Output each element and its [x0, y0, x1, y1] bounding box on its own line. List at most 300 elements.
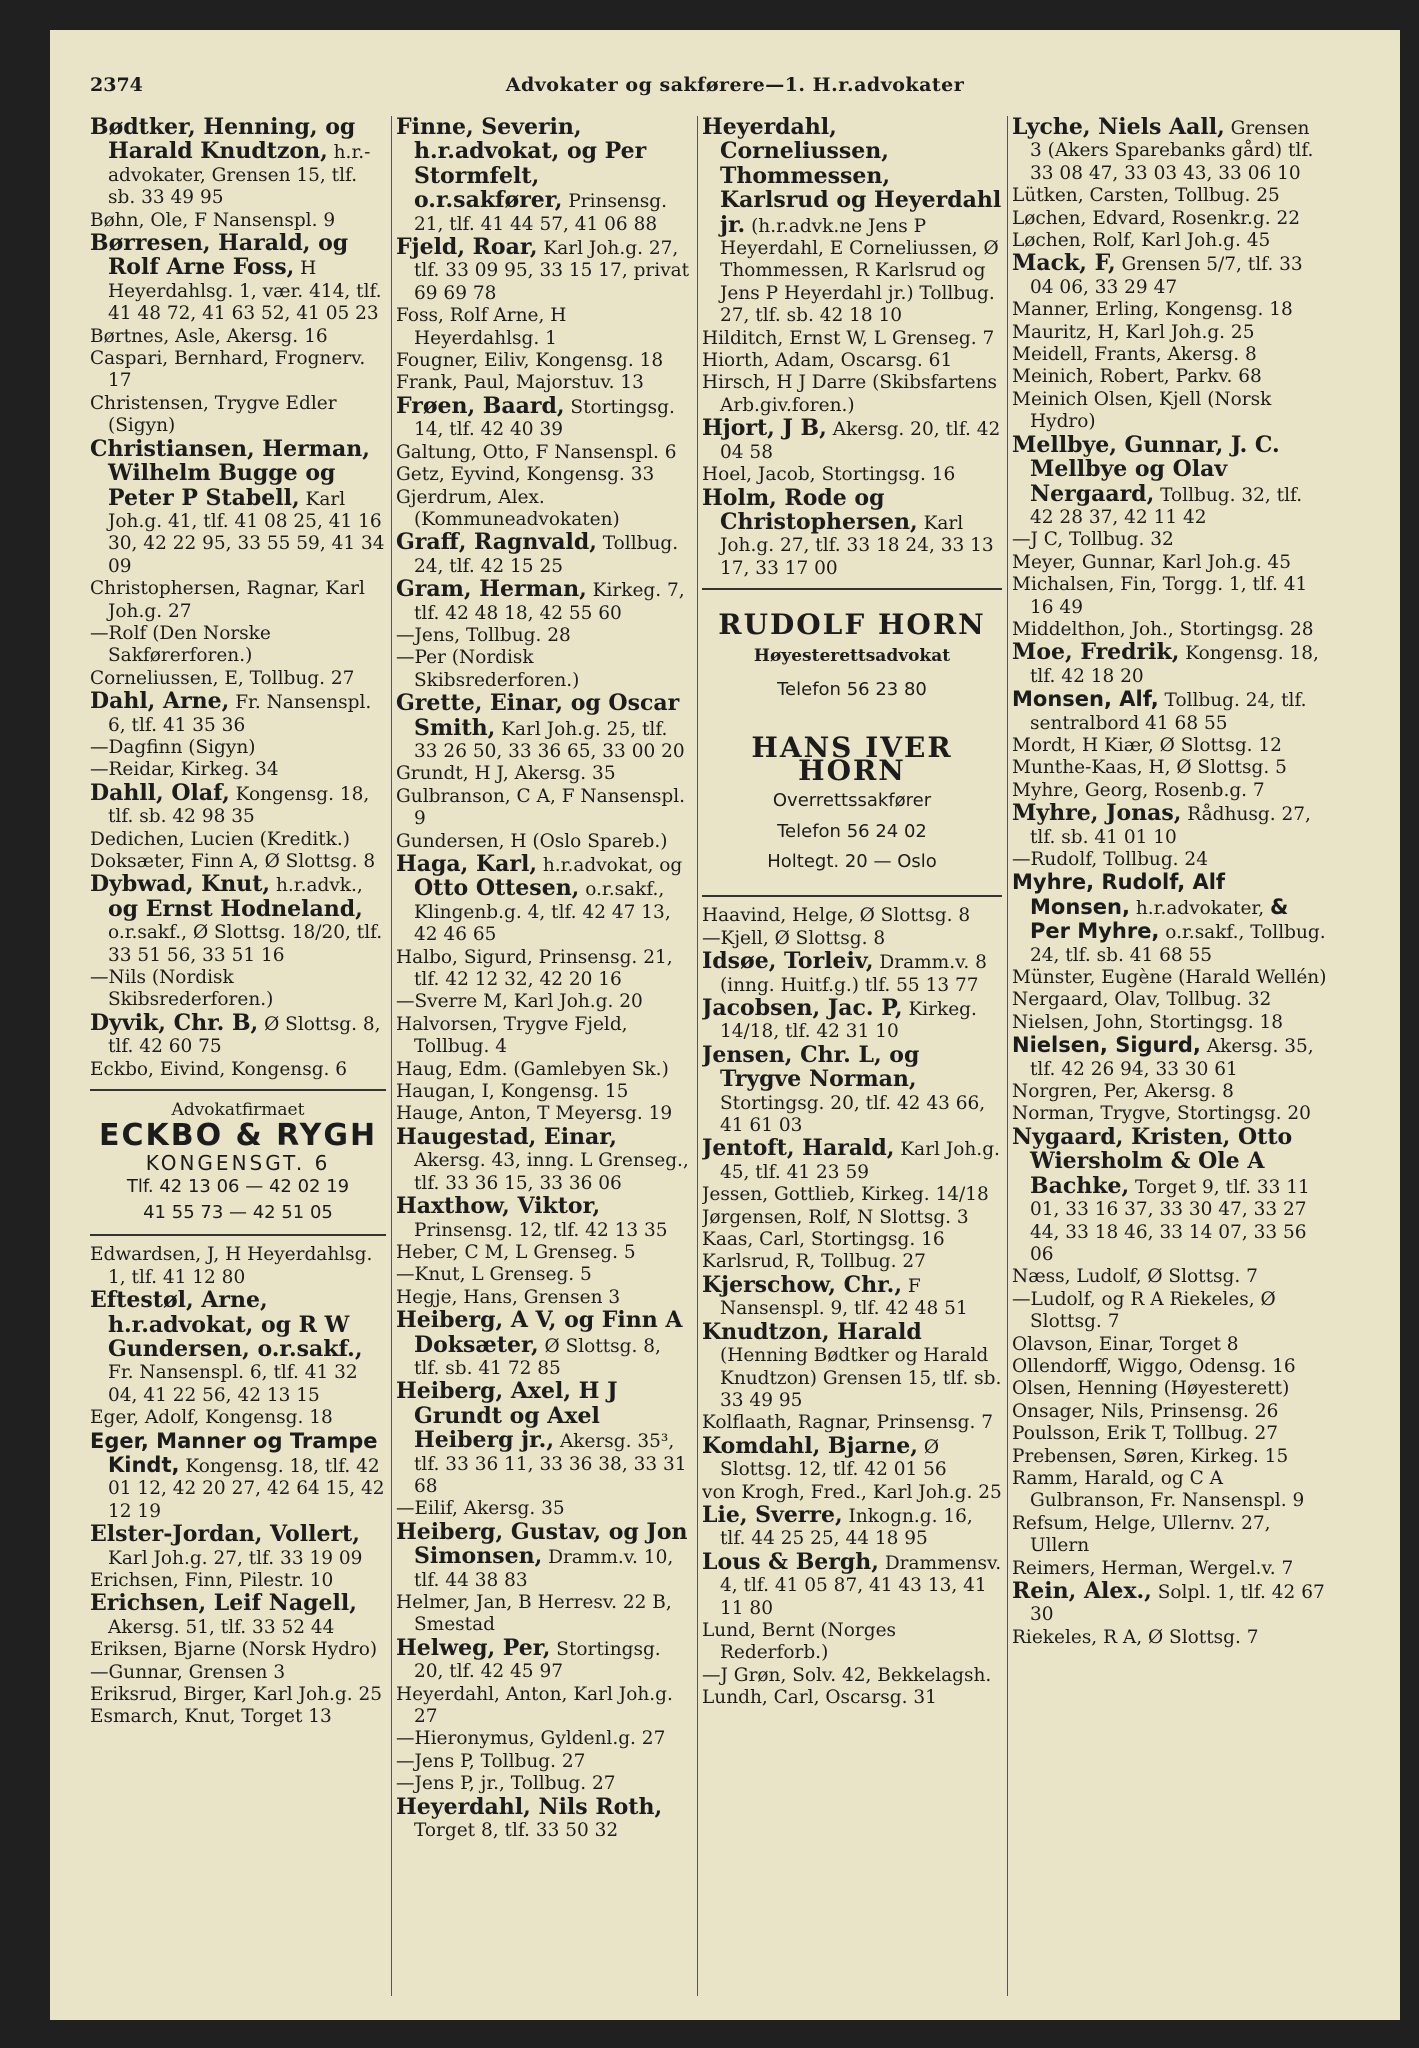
- directory-entry: [702, 484, 1002, 581]
- entry-details: —Jens P, Tollbug. 27: [396, 1750, 586, 1772]
- directory-entry: [1012, 1513, 1327, 1558]
- directory-entry: [1012, 1334, 1327, 1356]
- entry-details: Fr. Nansenspl. 6, tlf. 41 35 36: [108, 692, 372, 736]
- page-number: 2374: [90, 74, 143, 96]
- directory-entry: [396, 1684, 692, 1729]
- entry-name: Bødtker, Henning, og Harald Knudtzon,: [90, 116, 356, 165]
- entry-name: og Ernst Hodneland,: [108, 895, 363, 922]
- entry-name: Komdahl, Bjarne,: [702, 1432, 918, 1459]
- directory-entry: [1012, 322, 1327, 344]
- entry-name: Eger, Manner og Trampe Kindt,: [90, 1428, 378, 1477]
- page-title: Advokater og sakførere—1. H.r.advokater: [505, 74, 965, 96]
- directory-entry: [1012, 871, 1327, 967]
- entry-name: Gram, Herman,: [396, 576, 587, 603]
- entry-details: Gulbranson, C A, F Nansenspl. 9: [396, 785, 686, 830]
- entry-name: Moe, Fredrik,: [1012, 639, 1180, 666]
- horn-advertisement: [702, 588, 1002, 897]
- entry-name: Jacobsen, Jac. P,: [702, 995, 903, 1021]
- entry-name: Haxthow, Viktor,: [396, 1193, 601, 1220]
- directory-entry: [396, 1103, 692, 1125]
- entry-details: Ø Slottsg. 12, tlf. 42 01 56: [720, 1436, 947, 1481]
- entry-details: Karl Joh.g. 27, tlf. 33 19 09: [108, 1547, 363, 1569]
- directory-entry: [396, 1773, 692, 1795]
- directory-entry: [90, 210, 386, 232]
- ad-address: KONGENSGT. 6: [145, 1150, 331, 1175]
- entry-details: Hilditch, Ernst W, L Grenseg. 7: [702, 327, 995, 349]
- entry-details: Næss, Ludolf, Ø Slottsg. 7: [1012, 1266, 1258, 1288]
- entry-details: Helmer, Jan, B Herresv. 22 B, Smestad: [396, 1592, 672, 1636]
- entry-name: Jentoft, Harald,: [702, 1135, 895, 1162]
- directory-entry: [90, 759, 386, 781]
- entry-details: Karl Joh.g. 41, tlf. 41 08 25, 41 16 30, 42 22 95, 33 55 59, 41 34 09: [108, 488, 385, 577]
- entry-details: Karlsrud, R, Tollbug. 27: [702, 1251, 926, 1273]
- entry-details: Michalsen, Fin, Torgg. 1, tlf. 41 16 49: [1012, 574, 1308, 618]
- entry-details: Getz, Eyvind, Kongensg. 33: [396, 464, 655, 486]
- directory-entry: [396, 392, 692, 442]
- entry-details: Jessen, Gottlieb, Kirkeg. 14/18: [702, 1184, 989, 1206]
- entry-details: Olsen, Henning (Høyesterett): [1012, 1378, 1290, 1400]
- directory-entry: [702, 464, 1002, 486]
- entry-name: Eftestøl, Arne, h.r.advokat, og R W Gundersen, o.r.sakf.,: [90, 1287, 363, 1362]
- entry-details: Drammensv. 4, tlf. 41 05 87, 41 43 13, 41 11 80: [720, 1552, 1002, 1619]
- entry-details: Foss, Rolf Arne, H Heyerdahlsg. 1: [396, 305, 567, 349]
- entry-details: Ramm, Harald, og C A Gulbranson, Fr. Nansenspl. 9: [1012, 1467, 1305, 1512]
- ad-label: Advokatfirmaet: [171, 1100, 305, 1121]
- entry-name: Erichsen, Leif Nagell,: [90, 1590, 357, 1617]
- entry-details: Prinsensg. 12, tlf. 42 13 35: [414, 1219, 668, 1241]
- entry-details: Stortingsg. 20, tlf. 42 45 97: [414, 1638, 661, 1683]
- entry-details: Galtung, Otto, F Nansenspl. 6: [396, 441, 677, 463]
- entry-details: Tollbug. 24, tlf. sentralbord 41 68 55: [1030, 690, 1307, 734]
- entry-details: —J Grøn, Solv. 42, Bekkelagsh.: [702, 1664, 992, 1686]
- directory-entry: [702, 350, 1002, 372]
- ad-phone: 41 55 73 — 42 51 05: [143, 1202, 333, 1224]
- entry-details: (h.r.advk.ne Jens P Heyerdahl, E Corneliussen, Ø Thommessen, R Karlsrud og Jens P Heyerdahl jr.) Tollbug. 27, tlf. sb. 42 18 10: [720, 215, 999, 327]
- entry-details: Mauritz, H, Karl Joh.g. 25: [1012, 321, 1255, 343]
- page-header: [90, 74, 1380, 104]
- directory-entry: [396, 692, 692, 763]
- entry-details: —Sverre M, Karl Joh.g. 20: [396, 991, 643, 1013]
- entry-details: Manner, Erling, Kongensg. 18: [1012, 299, 1293, 321]
- entry-details: Eriksrud, Birger, Karl Joh.g. 25: [90, 1684, 383, 1705]
- directory-entry: [1012, 1446, 1327, 1468]
- entry-details: Prebensen, Søren, Kirkeg. 15: [1012, 1445, 1289, 1467]
- entry-details: —Hieronymus, Gyldenl.g. 27: [396, 1728, 666, 1750]
- entry-name: Lyche, Niels Aall,: [1012, 116, 1225, 140]
- entry-details: h.r.advk.,: [270, 875, 363, 897]
- directory-entry: [396, 1309, 692, 1380]
- directory-entry: [396, 305, 692, 350]
- ad-name: HANS IVER HORN: [751, 731, 953, 787]
- entry-details: F Nansenspl. 9, tlf. 42 48 51: [720, 1275, 968, 1320]
- directory-entry: [1012, 552, 1327, 574]
- entry-details: Dedichen, Lucien (Kreditk.): [90, 828, 350, 850]
- directory-entry: [1012, 1468, 1327, 1513]
- entry-name: Knudtzon, Harald: [702, 1318, 922, 1345]
- entry-details: Kongensg. 18, tlf. 42 01 12, 42 20 27, 42 64 15, 42 12 19: [108, 1455, 385, 1522]
- directory-entry: [396, 1380, 692, 1498]
- directory-entry: [702, 417, 1002, 464]
- entry-details: Riekeles, R A, Ø Slottsg. 7: [1012, 1626, 1259, 1648]
- entry-details: Kirkeg. 7, tlf. 42 48 18, 42 55 60: [414, 580, 685, 624]
- entry-details: Lundh, Carl, Oscarsg. 31: [702, 1687, 937, 1709]
- directory-entry: [396, 1793, 692, 1843]
- entry-details: h.r.advokat, og: [536, 855, 683, 876]
- entry-details: H Heyerdahlsg. 1, vær. 414, tlf. 41 48 72, 41 63 52, 41 05 23: [108, 258, 382, 325]
- directory-entry: [702, 1620, 1002, 1665]
- entry-name: Graff, Ragnvald,: [396, 529, 597, 556]
- entry-details: Eckbo, Eivind, Kongensg. 6: [90, 1058, 348, 1080]
- directory-entry: [702, 1137, 1002, 1184]
- entry-name: Monsen, Alf,: [1012, 687, 1159, 712]
- directory-entry: [396, 236, 692, 305]
- entry-details: —Rudolf, Tollbug. 24: [1012, 849, 1208, 870]
- directory-entry: [90, 737, 386, 759]
- entry-details: Caspari, Bernhard, Frognerv. 17: [90, 348, 366, 392]
- entry-details: Kongensg. 18, tlf. sb. 42 98 35: [108, 783, 370, 828]
- directory-entry: [90, 1407, 386, 1429]
- entry-name: Rein, Alex.,: [1012, 1578, 1152, 1604]
- directory-entry: [702, 1318, 1002, 1413]
- entry-details: —Rolf (Den Norske Sakførerforen.): [90, 622, 271, 667]
- entry-details: —Nils (Nordisk Skibsrederforen.): [90, 967, 274, 1011]
- directory-entry: [90, 393, 386, 438]
- entry-details: —Knut, L Grenseg. 5: [396, 1264, 592, 1286]
- entry-details: Nergaard, Olav, Tollbug. 32: [1012, 989, 1272, 1011]
- directory-entry: [396, 1751, 692, 1773]
- entry-details: Akersg. 43, inng. L Grenseg., tlf. 33 36 15, 33 36 06: [414, 1150, 689, 1194]
- directory-entry: [1012, 780, 1327, 802]
- ad-title: Høyesterettsadvokat: [753, 645, 951, 666]
- directory-entry: [90, 116, 386, 210]
- column-2: [396, 116, 692, 2006]
- directory-entry: [396, 372, 692, 394]
- entry-name: Helweg, Per,: [396, 1634, 551, 1661]
- directory-entry: [1012, 641, 1327, 688]
- directory-entry: [90, 232, 386, 326]
- entry-name: Nielsen, Sigurd,: [1012, 1033, 1201, 1058]
- entry-details: Eger, Adolf, Kongensg. 18: [90, 1407, 333, 1429]
- directory-entry: [90, 873, 386, 967]
- entry-details: Christophersen, Ragnar, Karl Joh.g. 27: [90, 578, 365, 622]
- entry-name: Hjort, J B,: [702, 415, 827, 442]
- directory-entry: [1012, 389, 1327, 434]
- entry-details: Karl Joh.g. 27, tlf. 33 09 95, 33 15 17, privat 69 69 78: [414, 238, 690, 304]
- entry-details: —Jens P, jr., Tollbug. 27: [396, 1773, 616, 1795]
- entry-details: Løchen, Rolf, Karl Joh.g. 45: [1012, 230, 1271, 252]
- directory-entry: [702, 997, 1002, 1044]
- entry-details: Christensen, Trygve Edler (Sigyn): [90, 392, 337, 437]
- entry-details: Kongensg. 18, tlf. 42 18 20: [1030, 643, 1319, 687]
- entry-details: Frank, Paul, Majorstuv. 13: [396, 372, 644, 394]
- entry-details: Onsager, Nils, Prinsensg. 26: [1012, 1400, 1279, 1422]
- entry-details: Ø Slottsg. 8, tlf. 42 60 75: [108, 1013, 381, 1058]
- entry-details: Grensen 5/7, tlf. 33 04 06, 33 29 47: [1030, 254, 1303, 298]
- entry-details: Haavind, Helge, Ø Slottsg. 8: [702, 905, 971, 927]
- entry-name: Nygaard, Kristen, Otto Wiersholm & Ole A Bachke,: [1012, 1123, 1293, 1199]
- entry-details: —Kjell, Ø Slottsg. 8: [702, 927, 886, 949]
- entry-details: Dramm.v. 10, tlf. 44 38 83: [414, 1547, 674, 1591]
- entry-details: Rådhusg. 27, tlf. sb. 41 01 10: [1030, 804, 1311, 848]
- directory-entry: [396, 1242, 692, 1264]
- directory-entry: [1012, 116, 1327, 185]
- directory-entry: [396, 991, 692, 1013]
- directory-entry: [90, 1684, 386, 1706]
- ad-phone: Tlf. 42 13 06 — 42 02 19: [126, 1176, 350, 1198]
- directory-entry: [90, 1662, 386, 1684]
- entry-name: Heiberg, Gustav, og Jon Simonsen,: [396, 1518, 688, 1570]
- directory-entry: [396, 831, 692, 853]
- entry-name: Heiberg, Axel, H J Grundt og Axel Heiberg jr.,: [396, 1378, 618, 1454]
- ad-phone: Telefon 56 24 02: [777, 820, 927, 842]
- column-divider: [1007, 116, 1008, 1996]
- entry-details: Olavson, Einar, Torget 8: [1012, 1333, 1239, 1355]
- directory-entry: [396, 1014, 692, 1059]
- directory-entry: [1012, 1356, 1327, 1378]
- entry-details: Gjerdrum, Alex. (Kommuneadvokaten): [396, 486, 620, 530]
- directory-entry: [90, 1639, 386, 1661]
- directory-entry: [702, 1207, 1002, 1229]
- entry-details: Refsum, Helge, Ullernv. 27, Ullern: [1012, 1512, 1271, 1557]
- directory-entry: [1012, 757, 1327, 779]
- directory-entry: [90, 967, 386, 1012]
- entry-details: Løchen, Edvard, Rosenkr.g. 22: [1012, 207, 1301, 229]
- directory-entry: [396, 531, 692, 578]
- entry-details: —Jens, Tollbug. 28: [396, 624, 571, 646]
- directory-entry: [90, 326, 386, 348]
- directory-entry: [396, 464, 692, 486]
- directory-entry: [90, 851, 386, 873]
- entry-details: Tollbug. 32, tlf. 42 28 37, 42 11 42: [1030, 484, 1303, 528]
- directory-entry: [702, 928, 1002, 950]
- directory-entry: [1012, 252, 1327, 299]
- directory-entry: [1012, 1081, 1327, 1103]
- directory-entry: [90, 1706, 386, 1728]
- entry-name: Christiansen, Herman, Wilhelm Bugge og Peter P Stabell,: [90, 435, 370, 511]
- directory-entry: [90, 829, 386, 851]
- entry-details: Prinsensg. 21, tlf. 41 44 57, 41 06 88: [414, 191, 668, 235]
- entry-details: Ollendorff, Wiggo, Odensg. 16: [1012, 1355, 1296, 1377]
- directory-entry: [396, 1498, 692, 1520]
- entry-details: o.r.sakf., Tollbug. 24, tlf. sb. 41 68 55: [1030, 922, 1326, 966]
- column-divider: [391, 116, 392, 1996]
- directory-entry: [396, 763, 692, 785]
- entry-details: Kirkeg. 14/18, tlf. 42 31 10: [720, 999, 977, 1043]
- entry-details: Heber, C M, L Grenseg. 5: [396, 1241, 636, 1263]
- entry-details: —Ludolf, og R A Riekeles, Ø Slottsg. 7: [1012, 1288, 1276, 1333]
- directory-entry: [702, 1041, 1002, 1138]
- entry-name: Fjeld, Roar,: [396, 234, 538, 261]
- directory-entry: [1012, 735, 1327, 757]
- entry-name: Børresen, Harald, og Rolf Arne Foss,: [90, 230, 349, 281]
- entry-details: Middelthon, Joh., Stortingsg. 28: [1012, 618, 1314, 640]
- entry-name: Dahll, Olaf,: [90, 779, 230, 806]
- entry-details: Fr. Nansenspl. 6, tlf. 41 32 04, 41 22 56, 42 13 15: [108, 1362, 358, 1406]
- directory-entry: [702, 905, 1002, 927]
- directory-entry: [702, 1548, 1002, 1620]
- directory-entry: [1012, 1123, 1327, 1266]
- entry-name: Kjerschow, Chr.,: [702, 1271, 902, 1298]
- directory-entry: [702, 1412, 1002, 1434]
- directory-entry: [702, 1501, 1002, 1551]
- directory-entry: [90, 779, 386, 829]
- entry-details: Meinich, Robert, Parkv. 68: [1012, 366, 1262, 388]
- entry-details: o.r.sakf., Ø Slottsg. 18/20, tlf. 33 51 56, 33 51 16: [108, 922, 383, 966]
- entry-details: Grensen 3 (Akers Sparebanks gård) tlf. 33 08 47, 33 03 43, 33 06 10: [1030, 118, 1314, 184]
- directory-entry: [90, 1289, 386, 1407]
- entry-name: Myhre, Rudolf, Alf Monsen,: [1012, 870, 1226, 919]
- entry-details: Kolflaath, Ragnar, Prinsensg. 7: [702, 1412, 993, 1434]
- entry-details: Poulsson, Erik T, Tollbug. 27: [1012, 1423, 1278, 1445]
- directory-entry: [1012, 344, 1327, 366]
- entry-details: Bøhn, Ole, F Nansenspl. 9: [90, 209, 336, 231]
- directory-page: [50, 30, 1400, 2020]
- directory-entry: [396, 1195, 692, 1242]
- directory-entry: [1012, 1580, 1327, 1627]
- ad-name: RUDOLF HORN: [718, 608, 986, 642]
- entry-details: Nielsen, John, Stortingsg. 18: [1012, 1011, 1284, 1033]
- entry-details: Karl Joh.g. 45, tlf. 41 23 59: [720, 1139, 1000, 1183]
- directory-entry: [396, 647, 692, 692]
- entry-details: Hauge, Anton, T Meyersg. 19: [396, 1103, 673, 1125]
- directory-entry: [396, 947, 692, 992]
- column-1: [90, 116, 386, 2006]
- directory-entry: [1012, 1103, 1327, 1125]
- directory-entry: [702, 328, 1002, 350]
- entry-name: Idsøe, Torleiv,: [702, 948, 874, 975]
- entry-details: Reimers, Herman, Wergel.v. 7: [1012, 1557, 1294, 1579]
- entry-details: Kaas, Carl, Stortingsg. 16: [702, 1229, 945, 1251]
- directory-entry: [1012, 688, 1327, 735]
- entry-details: Lütken, Carsten, Tollbug. 25: [1012, 185, 1280, 207]
- directory-entry: [90, 1570, 386, 1592]
- entry-details: Akersg. 35³, tlf. 33 36 11, 33 36 38, 33 31 68: [414, 1431, 687, 1497]
- entry-details: Eriksen, Bjarne (Norsk Hydro): [90, 1639, 378, 1661]
- directory-entry: [1012, 185, 1327, 207]
- entry-name: Mack, F,: [1012, 250, 1116, 277]
- entry-details: Halbo, Sigurd, Prinsensg. 21, tlf. 42 12 32, 42 20 16: [396, 946, 673, 991]
- directory-entry: [1012, 1034, 1327, 1081]
- ad-address: Holtegt. 20 — Oslo: [767, 850, 937, 872]
- directory-entry: [90, 1059, 386, 1081]
- directory-entry: [1012, 1423, 1327, 1445]
- directory-entry: [1012, 529, 1327, 551]
- entry-name: & Per Myhre,: [1030, 894, 1289, 944]
- entry-details: o.r.sakf., Klingenb.g. 4, tlf. 42 47 13, 42 46 65: [414, 879, 671, 946]
- entry-details: Torget 8, tlf. 33 50 32: [414, 1820, 619, 1842]
- directory-entry: [1012, 208, 1327, 230]
- directory-entry: [396, 786, 692, 831]
- ad-title: Overrettssakfører: [772, 790, 932, 812]
- directory-entry: [396, 1059, 692, 1081]
- entry-details: Myhre, Georg, Rosenb.g. 7: [1012, 779, 1265, 801]
- entry-details: —Dagfinn (Sigyn): [90, 736, 256, 758]
- directory-entry: [1012, 366, 1327, 388]
- directory-entry: [702, 1271, 1002, 1321]
- column-4: [1012, 116, 1327, 2006]
- entry-details: Inkogn.g. 16, tlf. 44 25 25, 44 18 95: [720, 1505, 973, 1550]
- entry-details: Meidell, Frants, Akersg. 8: [1012, 344, 1257, 366]
- entry-name: Haugestad, Einar,: [396, 1123, 617, 1150]
- entry-details: —Eilif, Akersg. 35: [396, 1498, 565, 1520]
- entry-details: Hegje, Hans, Grensen 3: [396, 1286, 621, 1308]
- entry-details: Karl Joh.g. 27, tlf. 33 18 24, 33 13 17, 33 17 00: [720, 512, 994, 579]
- entry-name: Lie, Sverre,: [702, 1501, 843, 1528]
- directory-entry: [90, 1592, 386, 1639]
- entry-details: Hirsch, H J Darre (Skibsfartens Arb.giv.foren.): [702, 372, 997, 416]
- entry-details: Doksæter, Finn A, Ø Slottsg. 8: [90, 851, 376, 872]
- entry-details: Halvorsen, Trygve Fjeld, Tollbug. 4: [396, 1013, 628, 1058]
- entry-details: Haugan, I, Kongensg. 15: [396, 1081, 629, 1103]
- entry-name: Jensen, Chr. L, og Trygve Norman,: [702, 1041, 920, 1093]
- entry-details: Heyerdahl, Anton, Karl Joh.g. 27: [396, 1683, 673, 1728]
- entry-details: Karl Joh.g. 25, tlf. 33 26 50, 33 36 65, 33 00 20: [414, 718, 685, 762]
- entry-details: Børtnes, Asle, Akersg. 16: [90, 325, 328, 347]
- entry-details: Grundt, H J, Akersg. 35: [396, 763, 616, 785]
- directory-entry: [702, 1184, 1002, 1206]
- directory-entry: [90, 1009, 386, 1059]
- directory-entry: [396, 487, 692, 532]
- directory-entry: [396, 442, 692, 464]
- directory-entry: [1012, 849, 1327, 871]
- entry-details: Mordt, H Kiær, Ø Slottsg. 12: [1012, 734, 1282, 756]
- directory-entry: [1012, 1558, 1327, 1580]
- directory-entry: [396, 853, 692, 947]
- entry-details: Fougner, Eiliv, Kongensg. 18: [396, 350, 664, 372]
- directory-entry: [1012, 431, 1327, 530]
- entry-details: Edwardsen, J, H Heyerdahlsg. 1, tlf. 41 12 80: [90, 1244, 373, 1288]
- entry-details: Corneliussen, E, Tollbug. 27: [90, 667, 355, 689]
- directory-entry: [702, 1251, 1002, 1273]
- entry-details: Lund, Bernt (Norges Rederforb.): [702, 1619, 897, 1664]
- directory-entry: [396, 350, 692, 372]
- entry-name: Dahl, Arne,: [90, 688, 230, 715]
- entry-details: Stortingsg. 20, tlf. 42 43 66, 41 61 03: [720, 1092, 986, 1137]
- entry-details: Haug, Edm. (Gamlebyen Sk.): [396, 1058, 669, 1080]
- directory-entry: [1012, 1266, 1327, 1288]
- directory-entry: [702, 1665, 1002, 1687]
- entry-name: Dybwad, Knut,: [90, 871, 271, 898]
- entry-details: Torget 9, tlf. 33 11 01, 33 16 37, 33 30 47, 33 27 44, 33 18 46, 33 14 07, 33 56 06: [1030, 1176, 1310, 1265]
- directory-entry: [1012, 1627, 1327, 1649]
- entry-details: Gundersen, H (Oslo Spareb.): [396, 830, 668, 852]
- entry-details: —Reidar, Kirkeg. 34: [90, 759, 279, 781]
- directory-entry: [90, 668, 386, 690]
- entry-details: Solpl. 1, tlf. 42 67 30: [1030, 1582, 1325, 1626]
- directory-entry: [396, 1518, 692, 1592]
- entry-details: (Henning Bødtker og Harald Knudtzon) Grensen 15, tlf. sb. 33 49 95: [720, 1345, 1002, 1411]
- directory-entry: [396, 625, 692, 647]
- entry-name: Dyvik, Chr. B,: [90, 1009, 259, 1036]
- entry-details: Akersg. 20, tlf. 42 04 58: [720, 419, 1001, 463]
- directory-entry: [702, 1482, 1002, 1504]
- entry-details: —Gunnar, Grensen 3: [90, 1661, 286, 1683]
- directory-entry: [90, 578, 386, 623]
- ad-firm-name: ECKBO & RYGH: [98, 1118, 378, 1154]
- entry-details: Hoel, Jacob, Stortingsg. 16: [702, 464, 956, 486]
- entry-details: Jørgensen, Rolf, N Slottsg. 3: [702, 1206, 969, 1228]
- directory-entry: [90, 1523, 386, 1570]
- entry-details: Meyer, Gunnar, Karl Joh.g. 45: [1012, 551, 1291, 573]
- directory-entry: [396, 1081, 692, 1103]
- ad-phone: Telefon 56 23 80: [777, 678, 927, 700]
- entry-name: Grette, Einar, og Oscar Smith,: [396, 690, 680, 741]
- directory-entry: [702, 1229, 1002, 1251]
- directory-entry: [1012, 1012, 1327, 1034]
- directory-entry: [702, 1687, 1002, 1709]
- directory-entry: [90, 435, 386, 578]
- directory-entry: [1012, 574, 1327, 619]
